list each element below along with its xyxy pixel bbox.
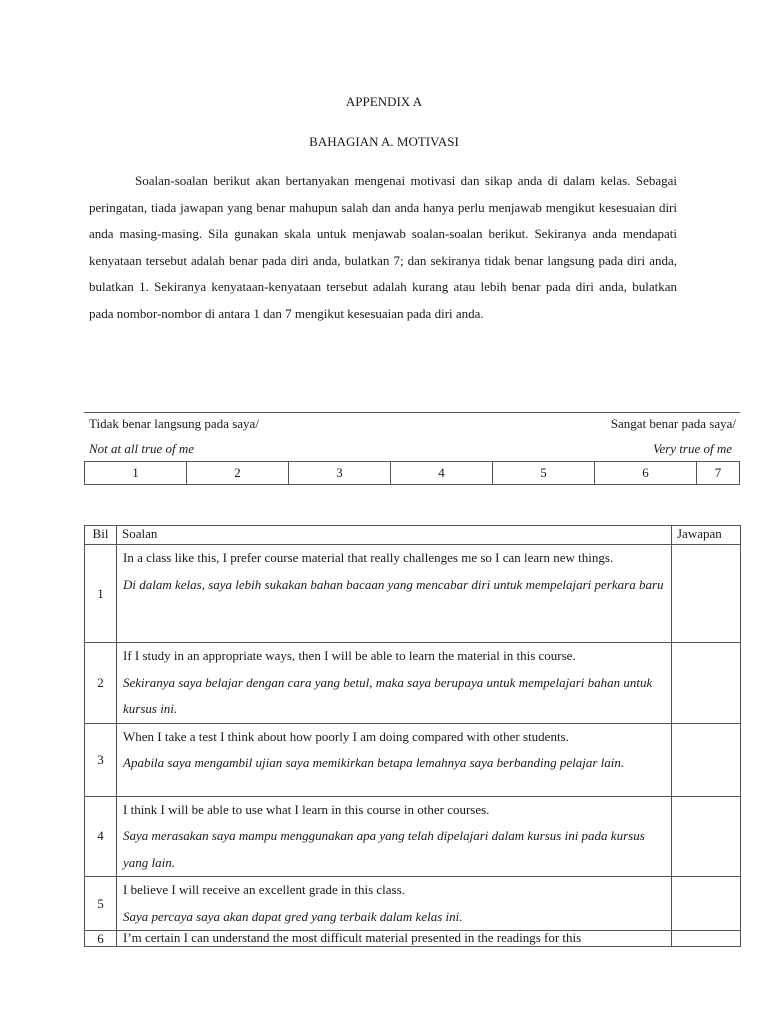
row-number: 5: [85, 877, 117, 931]
question-cell: [117, 545, 672, 643]
question-ms: Saya percaya saya akan dapat gred yang terbaik dalam kelas ini.: [123, 908, 463, 924]
scale-left-label-en: Not at all true of me: [89, 441, 195, 456]
section-title: BAHAGIAN A. MOTIVASI: [309, 134, 459, 149]
header-soalan: Soalan: [117, 526, 672, 545]
scale-number-1[interactable]: 1: [85, 462, 187, 485]
answer-cell[interactable]: [672, 545, 741, 643]
answer-cell[interactable]: [672, 877, 741, 931]
scale-number-5[interactable]: 5: [493, 462, 595, 485]
question-en: I believe I will receive an excellent grade in this class.: [123, 882, 405, 897]
scale-numbers: [84, 461, 740, 485]
scale-number-4[interactable]: 4: [391, 462, 493, 485]
answer-cell[interactable]: [672, 643, 741, 724]
question-ms: Sekiranya saya belajar dengan cara yang betul, maka saya berupaya untuk mempelajari bahan untuk kursus ini.: [123, 674, 653, 716]
answer-cell[interactable]: [672, 723, 741, 796]
row-number: 4: [85, 796, 117, 877]
question-cell: [117, 796, 672, 877]
table-header-row: [85, 526, 741, 545]
scale-number-6[interactable]: 6: [595, 462, 697, 485]
table-row: [85, 643, 741, 724]
answer-cell[interactable]: [672, 796, 741, 877]
scale-right-label-en: Very true of me: [652, 441, 732, 456]
scale-number-3[interactable]: 3: [289, 462, 391, 485]
question-en: I think I will be able to use what I learn in this course in other courses.: [123, 801, 490, 817]
scale-right-label-ms: Sangat benar pada saya/: [610, 416, 736, 431]
intro-paragraph: [89, 168, 677, 328]
appendix-title: APPENDIX A: [345, 94, 423, 109]
questions-table: [84, 525, 741, 947]
scale-left-label-ms: Tidak benar langsung pada saya/: [89, 416, 259, 431]
rating-scale: [84, 412, 740, 485]
question-ms: Di dalam kelas, saya lebih sukakan bahan bacaan yang mencabar diri untuk mempelajari perkara baru: [123, 576, 664, 592]
answer-cell[interactable]: [672, 931, 741, 947]
question-en: I’m certain I can understand the most difficult material presented in the readings for this: [123, 930, 582, 945]
question-cell: [117, 643, 672, 724]
question-ms: Saya merasakan saya mampu menggunakan apa yang telah dipelajari dalam kursus ini pada kursus yang lain.: [123, 828, 645, 870]
table-row: [85, 877, 741, 931]
scale-number-2[interactable]: 2: [187, 462, 289, 485]
question-en: In a class like this, I prefer course material that really challenges me so I can learn new things.: [123, 550, 614, 565]
row-number: 3: [85, 723, 117, 796]
header-bil: Bil: [85, 526, 117, 545]
question-ms: Apabila saya mengambil ujian saya memikirkan betapa lemahnya saya berbanding pelajar lain.: [123, 755, 625, 770]
question-cell: [117, 877, 672, 931]
question-en: When I take a test I think about how poorly I am doing compared with other students.: [123, 728, 569, 744]
table-row: [85, 723, 741, 796]
question-cell: [117, 931, 672, 947]
question-en: If I study in an appropriate ways, then I will be able to learn the material in this course.: [123, 648, 576, 663]
row-number: 6: [85, 931, 117, 947]
table-row: [85, 796, 741, 877]
intro-text: Soalan-soalan berikut akan bertanyakan mengenai motivasi dan sikap anda di dalam kelas. Sebagai peringatan, tiada jawapan yang benar mahupun salah dan anda hanya perlu menjawab mengikut kesesuaian diri anda masing-masing. Sila gunakan skala untuk menjawab soalan-soalan berikut. Sekiranya anda mendapati kenyataan tersebut adalah benar pada diri anda, bulatkan 7; dan sekiranya tidak benar langsung pada diri anda, bulatkan 1. Sekiranya kenyataan-kenyataan tersebut adalah kurang atau lebih benar pada diri anda, bulatkan pada nombor-nombor di antara 1 dan 7 mengikut kesesuaian pada diri anda.: [89, 173, 677, 321]
question-cell: [117, 723, 672, 796]
scale-number-7[interactable]: 7: [697, 462, 740, 485]
table-row: [85, 545, 741, 643]
header-jawapan: Jawapan: [672, 526, 741, 545]
row-number: 2: [85, 643, 117, 724]
table-row: [85, 931, 741, 947]
row-number: 1: [85, 545, 117, 643]
